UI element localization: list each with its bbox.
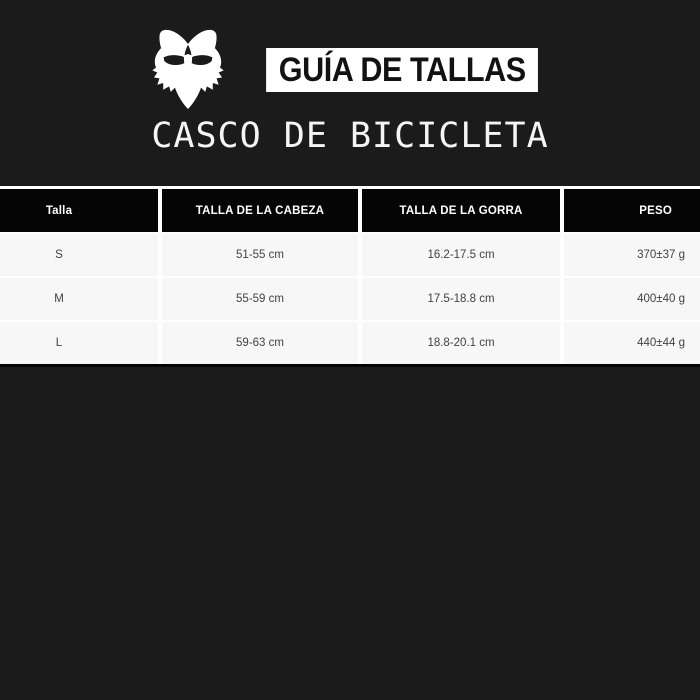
product-title: CASCO DE BICICLETA xyxy=(151,116,549,156)
column-header-talla-de-la-gorra: TALLA DE LA GORRA xyxy=(362,189,560,232)
column-header-talla-de-la-cabeza: TALLA DE LA CABEZA xyxy=(162,189,358,232)
table-cell-row1-col2: 51-55 cm xyxy=(162,234,358,276)
fox-head-logo-icon xyxy=(146,28,230,112)
header-banner xyxy=(0,0,700,186)
table-cell-row2-col1: M xyxy=(0,278,158,320)
table-cell-row2-col3: 17.5-18.8 cm xyxy=(362,278,560,320)
table-cell-row1-col3: 16.2-17.5 cm xyxy=(362,234,560,276)
column-header-peso: PESO xyxy=(564,189,700,232)
table-cell-row3-col2: 59-63 cm xyxy=(162,322,358,364)
table-cell-row1-col4: 370±37 g xyxy=(564,234,700,276)
table-cell-row2-col4: 400±40 g xyxy=(564,278,700,320)
size-table xyxy=(0,186,700,367)
table-cell-row3-col1: L xyxy=(0,322,158,364)
table-cell-row1-col1: S xyxy=(0,234,158,276)
column-header-talla: Talla xyxy=(0,189,158,232)
table-cell-row3-col4: 440±44 g xyxy=(564,322,700,364)
footer-spacer xyxy=(0,367,700,700)
guide-title-badge: GUÍA DE TALLAS xyxy=(266,48,538,92)
table-cell-row3-col3: 18.8-20.1 cm xyxy=(362,322,560,364)
brand-row xyxy=(146,28,553,112)
table-cell-row2-col2: 55-59 cm xyxy=(162,278,358,320)
